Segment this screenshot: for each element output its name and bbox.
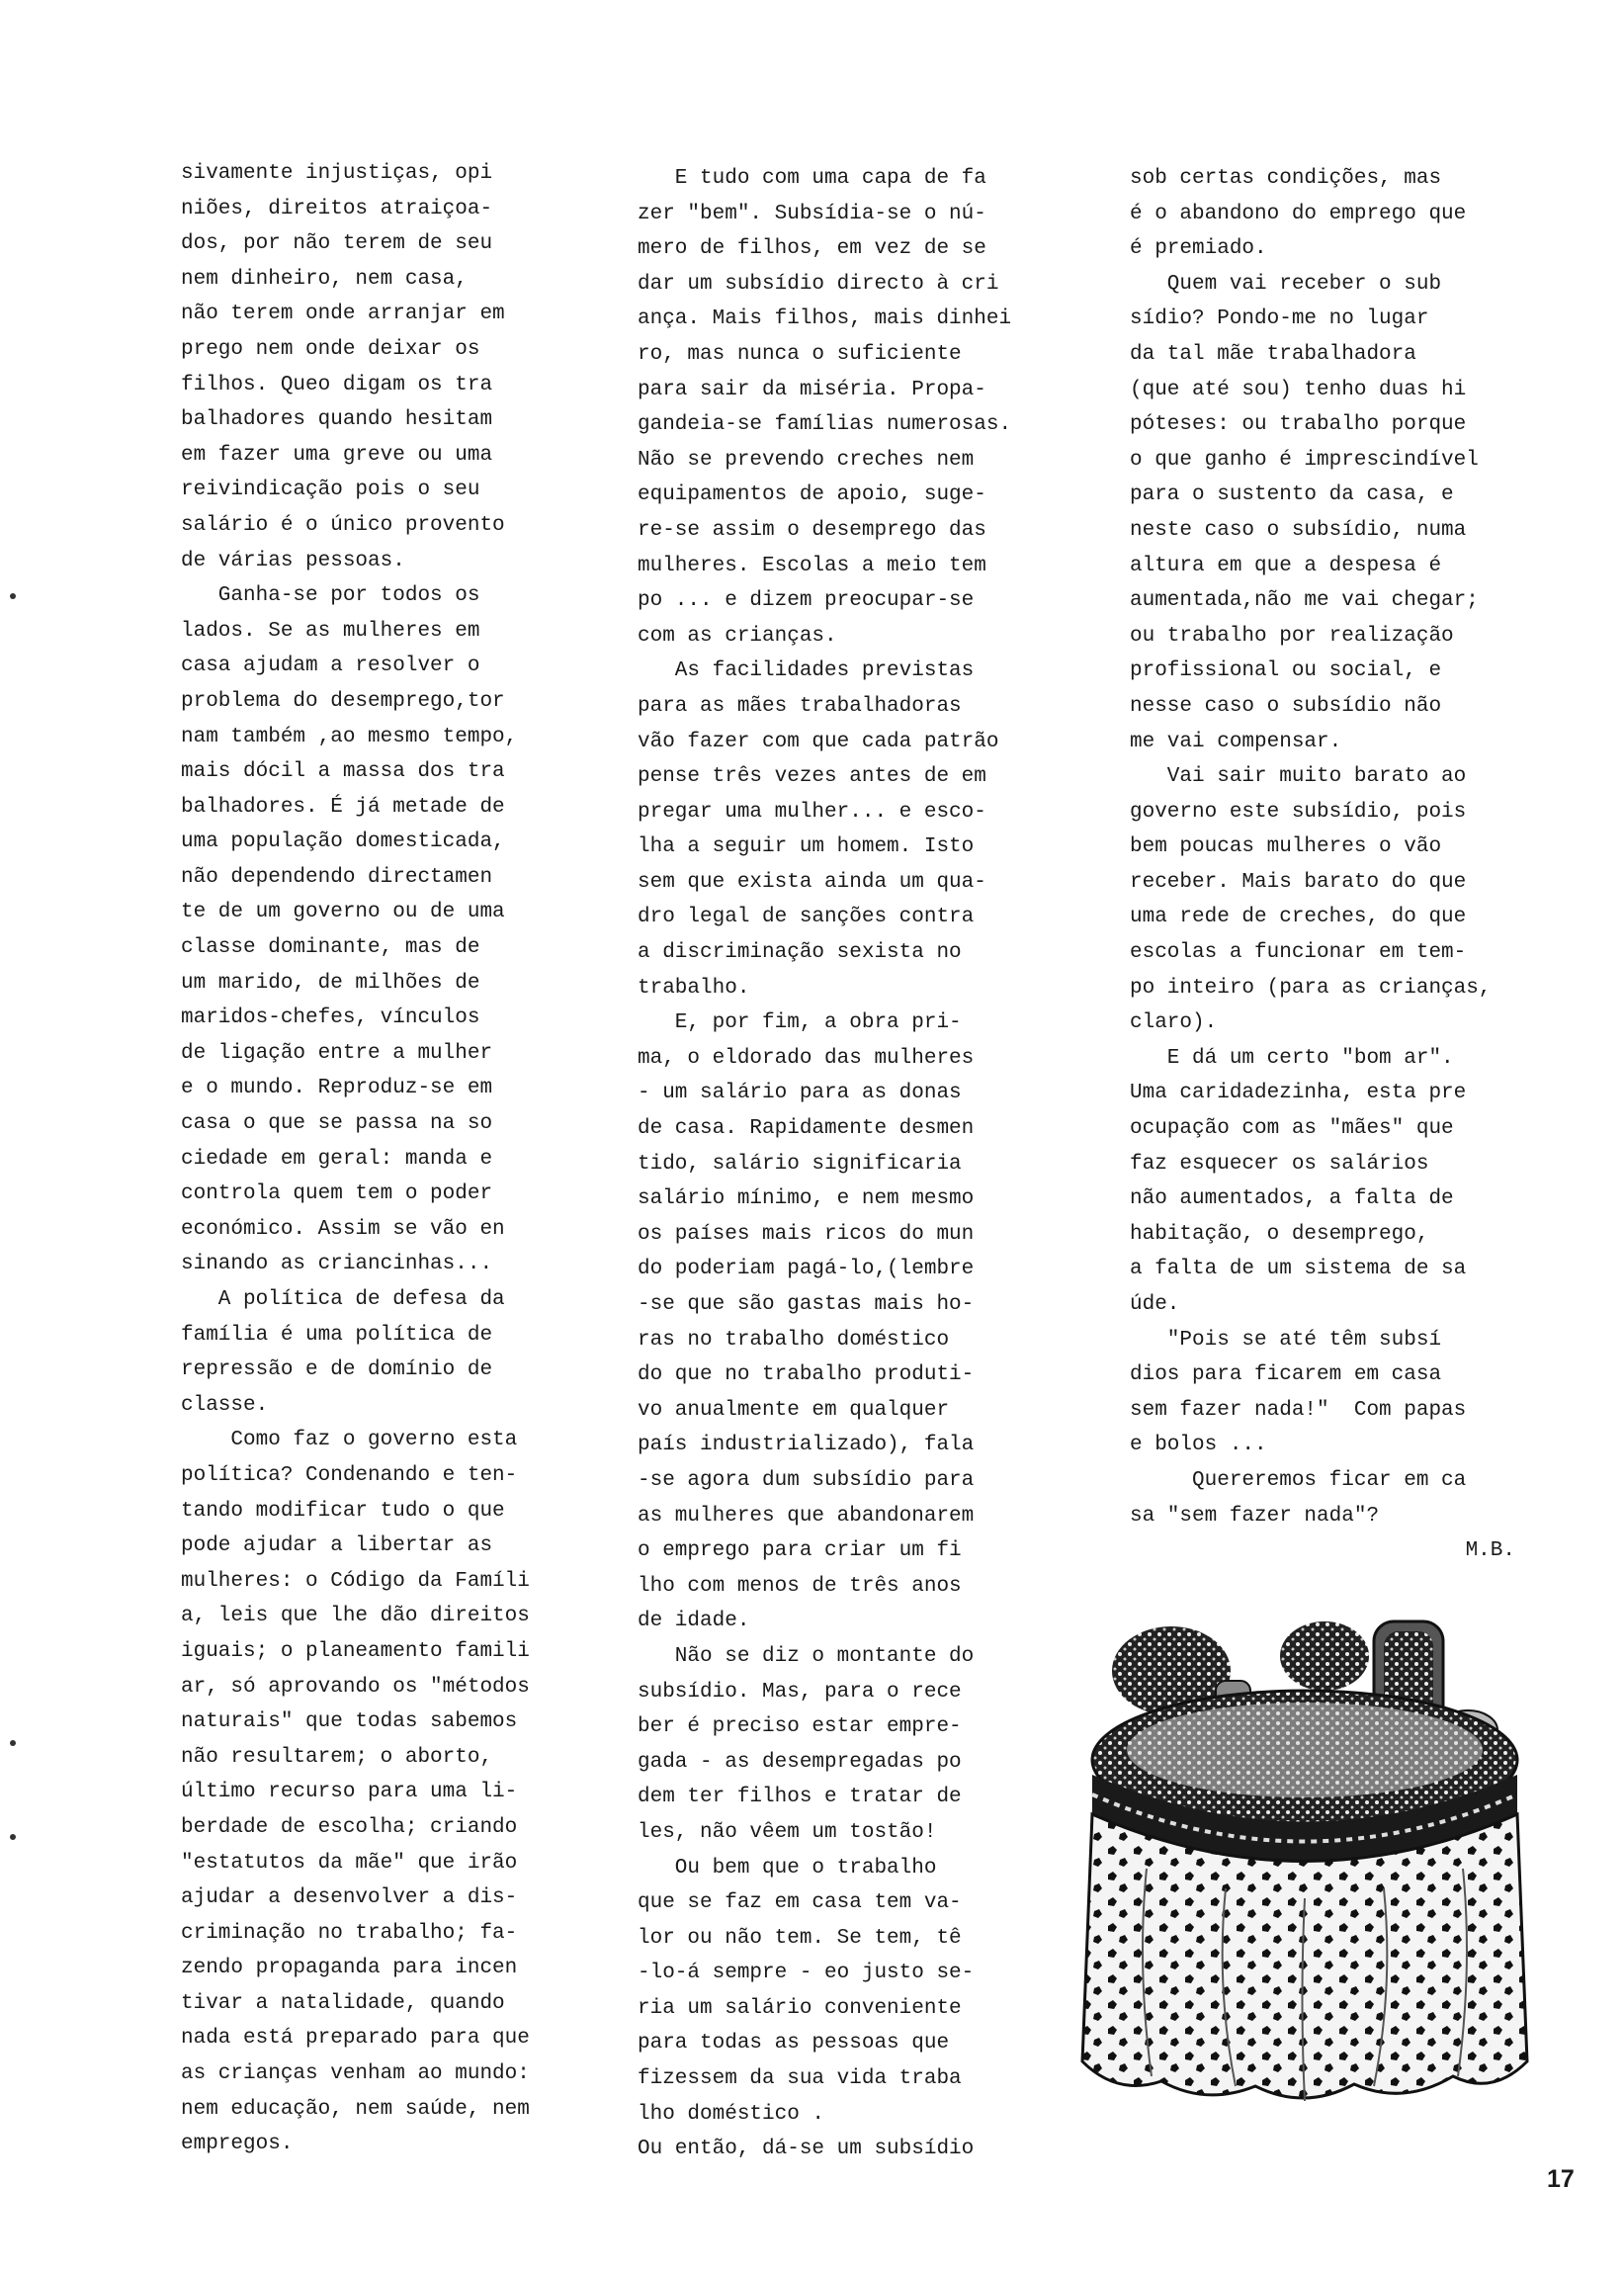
text-line: -lo-á sempre - eo justo se- bbox=[638, 1962, 975, 1985]
text-line: E, por fim, a obra pri- bbox=[638, 1011, 962, 1035]
text-line: Vai sair muito barato ao bbox=[1130, 765, 1467, 789]
text-line: lor ou não tem. Se tem, tê bbox=[638, 1926, 962, 1950]
text-line: último recurso para uma li- bbox=[181, 1781, 518, 1804]
text-line: filhos. Queo digam os tra bbox=[181, 373, 493, 396]
text-line: gada - as desempregadas po bbox=[638, 1750, 962, 1774]
text-line: nesse caso o subsídio não bbox=[1130, 694, 1442, 718]
text-line: não aumentados, a falta de bbox=[1130, 1187, 1454, 1211]
text-line: E tudo com uma capa de fa bbox=[638, 167, 986, 190]
text-line: zer "bem". Subsídia-se o nú- bbox=[638, 202, 986, 225]
text-line: vão fazer com que cada patrão bbox=[638, 730, 999, 753]
text-line: pense três vezes antes de em bbox=[638, 765, 986, 789]
text-line: ança. Mais filhos, mais dinhei bbox=[638, 307, 1012, 331]
text-line: Quem vai receber o sub bbox=[1130, 272, 1442, 296]
text-line: salário é o único provento bbox=[181, 513, 505, 537]
text-line: (que até sou) tenho duas hi bbox=[1130, 378, 1467, 401]
text-line: ciedade em geral: manda e bbox=[181, 1147, 493, 1171]
text-line: mulheres: o Código da Famíli bbox=[181, 1569, 530, 1593]
text-line: receber. Mais barato do que bbox=[1130, 870, 1467, 894]
text-line: Ou bem que o trabalho bbox=[638, 1856, 937, 1880]
text-line: classe dominante, mas de bbox=[181, 936, 480, 960]
text-line: tivar a natalidade, quando bbox=[181, 1991, 505, 2015]
text-line: uma rede de creches, do que bbox=[1130, 906, 1467, 929]
table-illustration bbox=[1077, 1612, 1532, 2121]
text-line: reivindicação pois o seu bbox=[181, 479, 480, 502]
text-line: sem fazer nada!" Com papas bbox=[1130, 1398, 1467, 1422]
text-line: - um salário para as donas bbox=[638, 1082, 962, 1105]
text-line: dro legal de sanções contra bbox=[638, 906, 975, 929]
text-line: governo este subsídio, pois bbox=[1130, 800, 1467, 824]
text-line: As facilidades previstas bbox=[638, 659, 975, 683]
text-line: sa "sem fazer nada"? bbox=[1130, 1504, 1380, 1528]
text-line: ou trabalho por realização bbox=[1130, 624, 1454, 648]
text-line: de várias pessoas. bbox=[181, 549, 405, 572]
scan-mark bbox=[10, 1834, 16, 1840]
text-line: não resultarem; o aborto, bbox=[181, 1745, 493, 1769]
text-line: a, leis que lhe dão direitos bbox=[181, 1605, 530, 1628]
text-line: dem ter filhos e tratar de bbox=[638, 1786, 962, 1809]
text-line: de idade. bbox=[638, 1610, 750, 1633]
text-line: mais dócil a massa dos tra bbox=[181, 760, 505, 784]
author-signature: M.B. bbox=[1465, 1539, 1515, 1563]
text-line: do que no trabalho produti- bbox=[638, 1363, 975, 1387]
text-line: de ligação entre a mulher bbox=[181, 1041, 493, 1065]
text-line: me vai compensar. bbox=[1130, 730, 1342, 753]
text-line: nada está preparado para que bbox=[181, 2027, 530, 2051]
text-line: bem poucas mulheres o vão bbox=[1130, 835, 1442, 859]
text-line: lha a seguir um homem. Isto bbox=[638, 835, 975, 859]
text-line: te de um governo ou de uma bbox=[181, 901, 505, 924]
text-line: para sair da miséria. Propa- bbox=[638, 378, 986, 401]
text-line: do poderiam pagá-lo,(lembre bbox=[638, 1258, 975, 1281]
text-line: fizessem da sua vida traba bbox=[638, 2067, 962, 2091]
text-line: controla quem tem o poder bbox=[181, 1182, 493, 1206]
text-line: berdade de escolha; criando bbox=[181, 1815, 518, 1839]
text-line: em fazer uma greve ou uma bbox=[181, 443, 493, 467]
text-line: profissional ou social, e bbox=[1130, 659, 1442, 683]
text-line: o que ganho é imprescindível bbox=[1130, 448, 1479, 472]
text-line: país industrializado), fala bbox=[638, 1434, 975, 1457]
text-line: família é uma política de bbox=[181, 1323, 493, 1347]
text-line: ro, mas nunca o suficiente bbox=[638, 342, 962, 366]
text-line: um marido, de milhões de bbox=[181, 971, 480, 995]
text-line: altura em que a despesa é bbox=[1130, 554, 1442, 577]
text-line: que se faz em casa tem va- bbox=[638, 1891, 962, 1915]
text-line: iguais; o planeamento famili bbox=[181, 1639, 530, 1663]
text-line: e o mundo. Reproduz-se em bbox=[181, 1077, 493, 1100]
text-line: gandeia-se famílias numerosas. bbox=[638, 413, 1012, 437]
text-line: tido, salário significaria bbox=[638, 1152, 962, 1176]
text-line: sob certas condições, mas bbox=[1130, 167, 1442, 190]
text-line: po inteiro (para as crianças, bbox=[1130, 976, 1492, 1000]
text-line: para o sustento da casa, e bbox=[1130, 483, 1454, 507]
text-line: sem que exista ainda um qua- bbox=[638, 870, 986, 894]
text-line: sinando as criancinhas... bbox=[181, 1253, 493, 1276]
text-line: pregar uma mulher... e esco- bbox=[638, 800, 986, 824]
text-line: dar um subsídio directo à cri bbox=[638, 272, 999, 296]
text-line: ma, o eldorado das mulheres bbox=[638, 1046, 975, 1070]
text-line: prego nem onde deixar os bbox=[181, 337, 480, 361]
text-line: o emprego para criar um fi bbox=[638, 1539, 962, 1563]
text-line: a discriminação sexista no bbox=[638, 941, 962, 965]
text-line: niões, direitos atraiçoa- bbox=[181, 197, 493, 220]
text-line: -se que são gastas mais ho- bbox=[638, 1293, 975, 1316]
text-line: -se agora dum subsídio para bbox=[638, 1468, 975, 1492]
text-line: neste caso o subsídio, numa bbox=[1130, 518, 1467, 542]
text-line: claro). bbox=[1130, 1011, 1218, 1035]
text-line: de casa. Rapidamente desmen bbox=[638, 1117, 975, 1141]
text-line: económico. Assim se vão en bbox=[181, 1217, 505, 1241]
text-line: ria um salário conveniente bbox=[638, 1996, 962, 2020]
text-line: nam também ,ao mesmo tempo, bbox=[181, 725, 518, 748]
text-line: dos, por não terem de seu bbox=[181, 232, 493, 256]
text-line: naturais" que todas sabemos bbox=[181, 1710, 518, 1734]
text-line: e bolos ... bbox=[1130, 1434, 1267, 1457]
text-line: tando modificar tudo o que bbox=[181, 1499, 505, 1523]
text-line: criminação no trabalho; fa- bbox=[181, 1921, 518, 1945]
text-line: ar, só aprovando os "métodos bbox=[181, 1675, 530, 1699]
text-line: ber é preciso estar empre- bbox=[638, 1715, 962, 1739]
text-line: dios para ficarem em casa bbox=[1130, 1363, 1442, 1387]
text-line: Não se prevendo creches nem bbox=[638, 448, 975, 472]
text-line: classe. bbox=[181, 1393, 269, 1417]
text-line: balhadores quando hesitam bbox=[181, 408, 493, 432]
text-line: úde. bbox=[1130, 1293, 1180, 1316]
page-number: 17 bbox=[1547, 2165, 1575, 2193]
text-line: Uma caridadezinha, esta pre bbox=[1130, 1082, 1467, 1105]
text-line: "Pois se até têm subsí bbox=[1130, 1328, 1442, 1352]
text-line: Ou então, dá-se um subsídio bbox=[638, 2138, 975, 2161]
text-line: casa o que se passa na so bbox=[181, 1112, 493, 1136]
text-line: é premiado. bbox=[1130, 237, 1267, 261]
text-line: les, não vêem um tostão! bbox=[638, 1820, 937, 1844]
text-line: lho doméstico . bbox=[638, 2102, 825, 2126]
text-line: sídio? Pondo-me no lugar bbox=[1130, 307, 1429, 331]
text-line: nem dinheiro, nem casa, bbox=[181, 267, 468, 291]
text-line: política? Condenando e ten- bbox=[181, 1463, 518, 1487]
text-line: sivamente injustiças, opi bbox=[181, 162, 493, 185]
text-line: re-se assim o desemprego das bbox=[638, 518, 986, 542]
text-line: casa ajudam a resolver o bbox=[181, 655, 480, 678]
text-line: as mulheres que abandonarem bbox=[638, 1504, 975, 1528]
text-line: para todas as pessoas que bbox=[638, 2032, 950, 2055]
text-line: pode ajudar a libertar as bbox=[181, 1534, 493, 1558]
text-column-2 bbox=[638, 161, 1072, 2167]
text-line: as crianças venham ao mundo: bbox=[181, 2062, 530, 2086]
text-line: com as crianças. bbox=[638, 624, 837, 648]
text-line: "estatutos da mãe" que irão bbox=[181, 1851, 518, 1875]
text-line: E dá um certo "bom ar". bbox=[1130, 1046, 1454, 1070]
text-line: Como faz o governo esta bbox=[181, 1429, 518, 1452]
text-line: para as mães trabalhadoras bbox=[638, 694, 962, 718]
text-line: lho com menos de três anos bbox=[638, 1574, 962, 1598]
text-line: faz esquecer os salários bbox=[1130, 1152, 1429, 1176]
scan-mark bbox=[10, 593, 16, 599]
text-line: escolas a funcionar em tem- bbox=[1130, 941, 1467, 965]
text-line: subsídio. Mas, para o rece bbox=[638, 1680, 962, 1704]
text-line: ras no trabalho doméstico bbox=[638, 1328, 950, 1352]
text-line: a falta de um sistema de sa bbox=[1130, 1258, 1467, 1281]
text-line: ajudar a desenvolver a dis- bbox=[181, 1886, 518, 1910]
text-line: equipamentos de apoio, suge- bbox=[638, 483, 986, 507]
text-line: da tal mãe trabalhadora bbox=[1130, 342, 1416, 366]
text-line: não dependendo directamen bbox=[181, 865, 493, 889]
text-line: repressão e de domínio de bbox=[181, 1358, 493, 1382]
text-line: uma população domesticada, bbox=[181, 831, 505, 854]
text-line: trabalho. bbox=[638, 976, 750, 1000]
text-line: zendo propaganda para incen bbox=[181, 1957, 518, 1980]
text-line: mero de filhos, em vez de se bbox=[638, 237, 986, 261]
text-line: os países mais ricos do mun bbox=[638, 1222, 975, 1246]
text-line: ocupação com as "mães" que bbox=[1130, 1117, 1454, 1141]
text-line: lados. Se as mulheres em bbox=[181, 619, 480, 643]
text-column-3 bbox=[1130, 161, 1565, 1569]
text-line: nem educação, nem saúde, nem bbox=[181, 2097, 530, 2121]
text-line: maridos-chefes, vínculos bbox=[181, 1006, 480, 1030]
text-line: empregos. bbox=[181, 2133, 294, 2156]
text-line: aumentada,não me vai chegar; bbox=[1130, 589, 1479, 613]
text-line: balhadores. É já metade de bbox=[181, 795, 505, 819]
text-line: Quereremos ficar em ca bbox=[1130, 1468, 1467, 1492]
text-line: po ... e dizem preocupar-se bbox=[638, 589, 975, 613]
text-line: não terem onde arranjar em bbox=[181, 303, 505, 326]
text-line: habitação, o desemprego, bbox=[1130, 1222, 1429, 1246]
text-line: póteses: ou trabalho porque bbox=[1130, 413, 1467, 437]
text-line: mulheres. Escolas a meio tem bbox=[638, 554, 986, 577]
text-line: salário mínimo, e nem mesmo bbox=[638, 1187, 975, 1211]
text-line: Ganha-se por todos os bbox=[181, 584, 480, 608]
text-line: é o abandono do emprego que bbox=[1130, 202, 1467, 225]
text-line: vo anualmente em qualquer bbox=[638, 1398, 950, 1422]
text-column-1 bbox=[181, 156, 596, 2162]
text-line: A política de defesa da bbox=[181, 1288, 505, 1311]
scan-mark bbox=[10, 1740, 16, 1746]
text-line: problema do desemprego,tor bbox=[181, 689, 505, 713]
text-line: Não se diz o montante do bbox=[638, 1644, 975, 1668]
